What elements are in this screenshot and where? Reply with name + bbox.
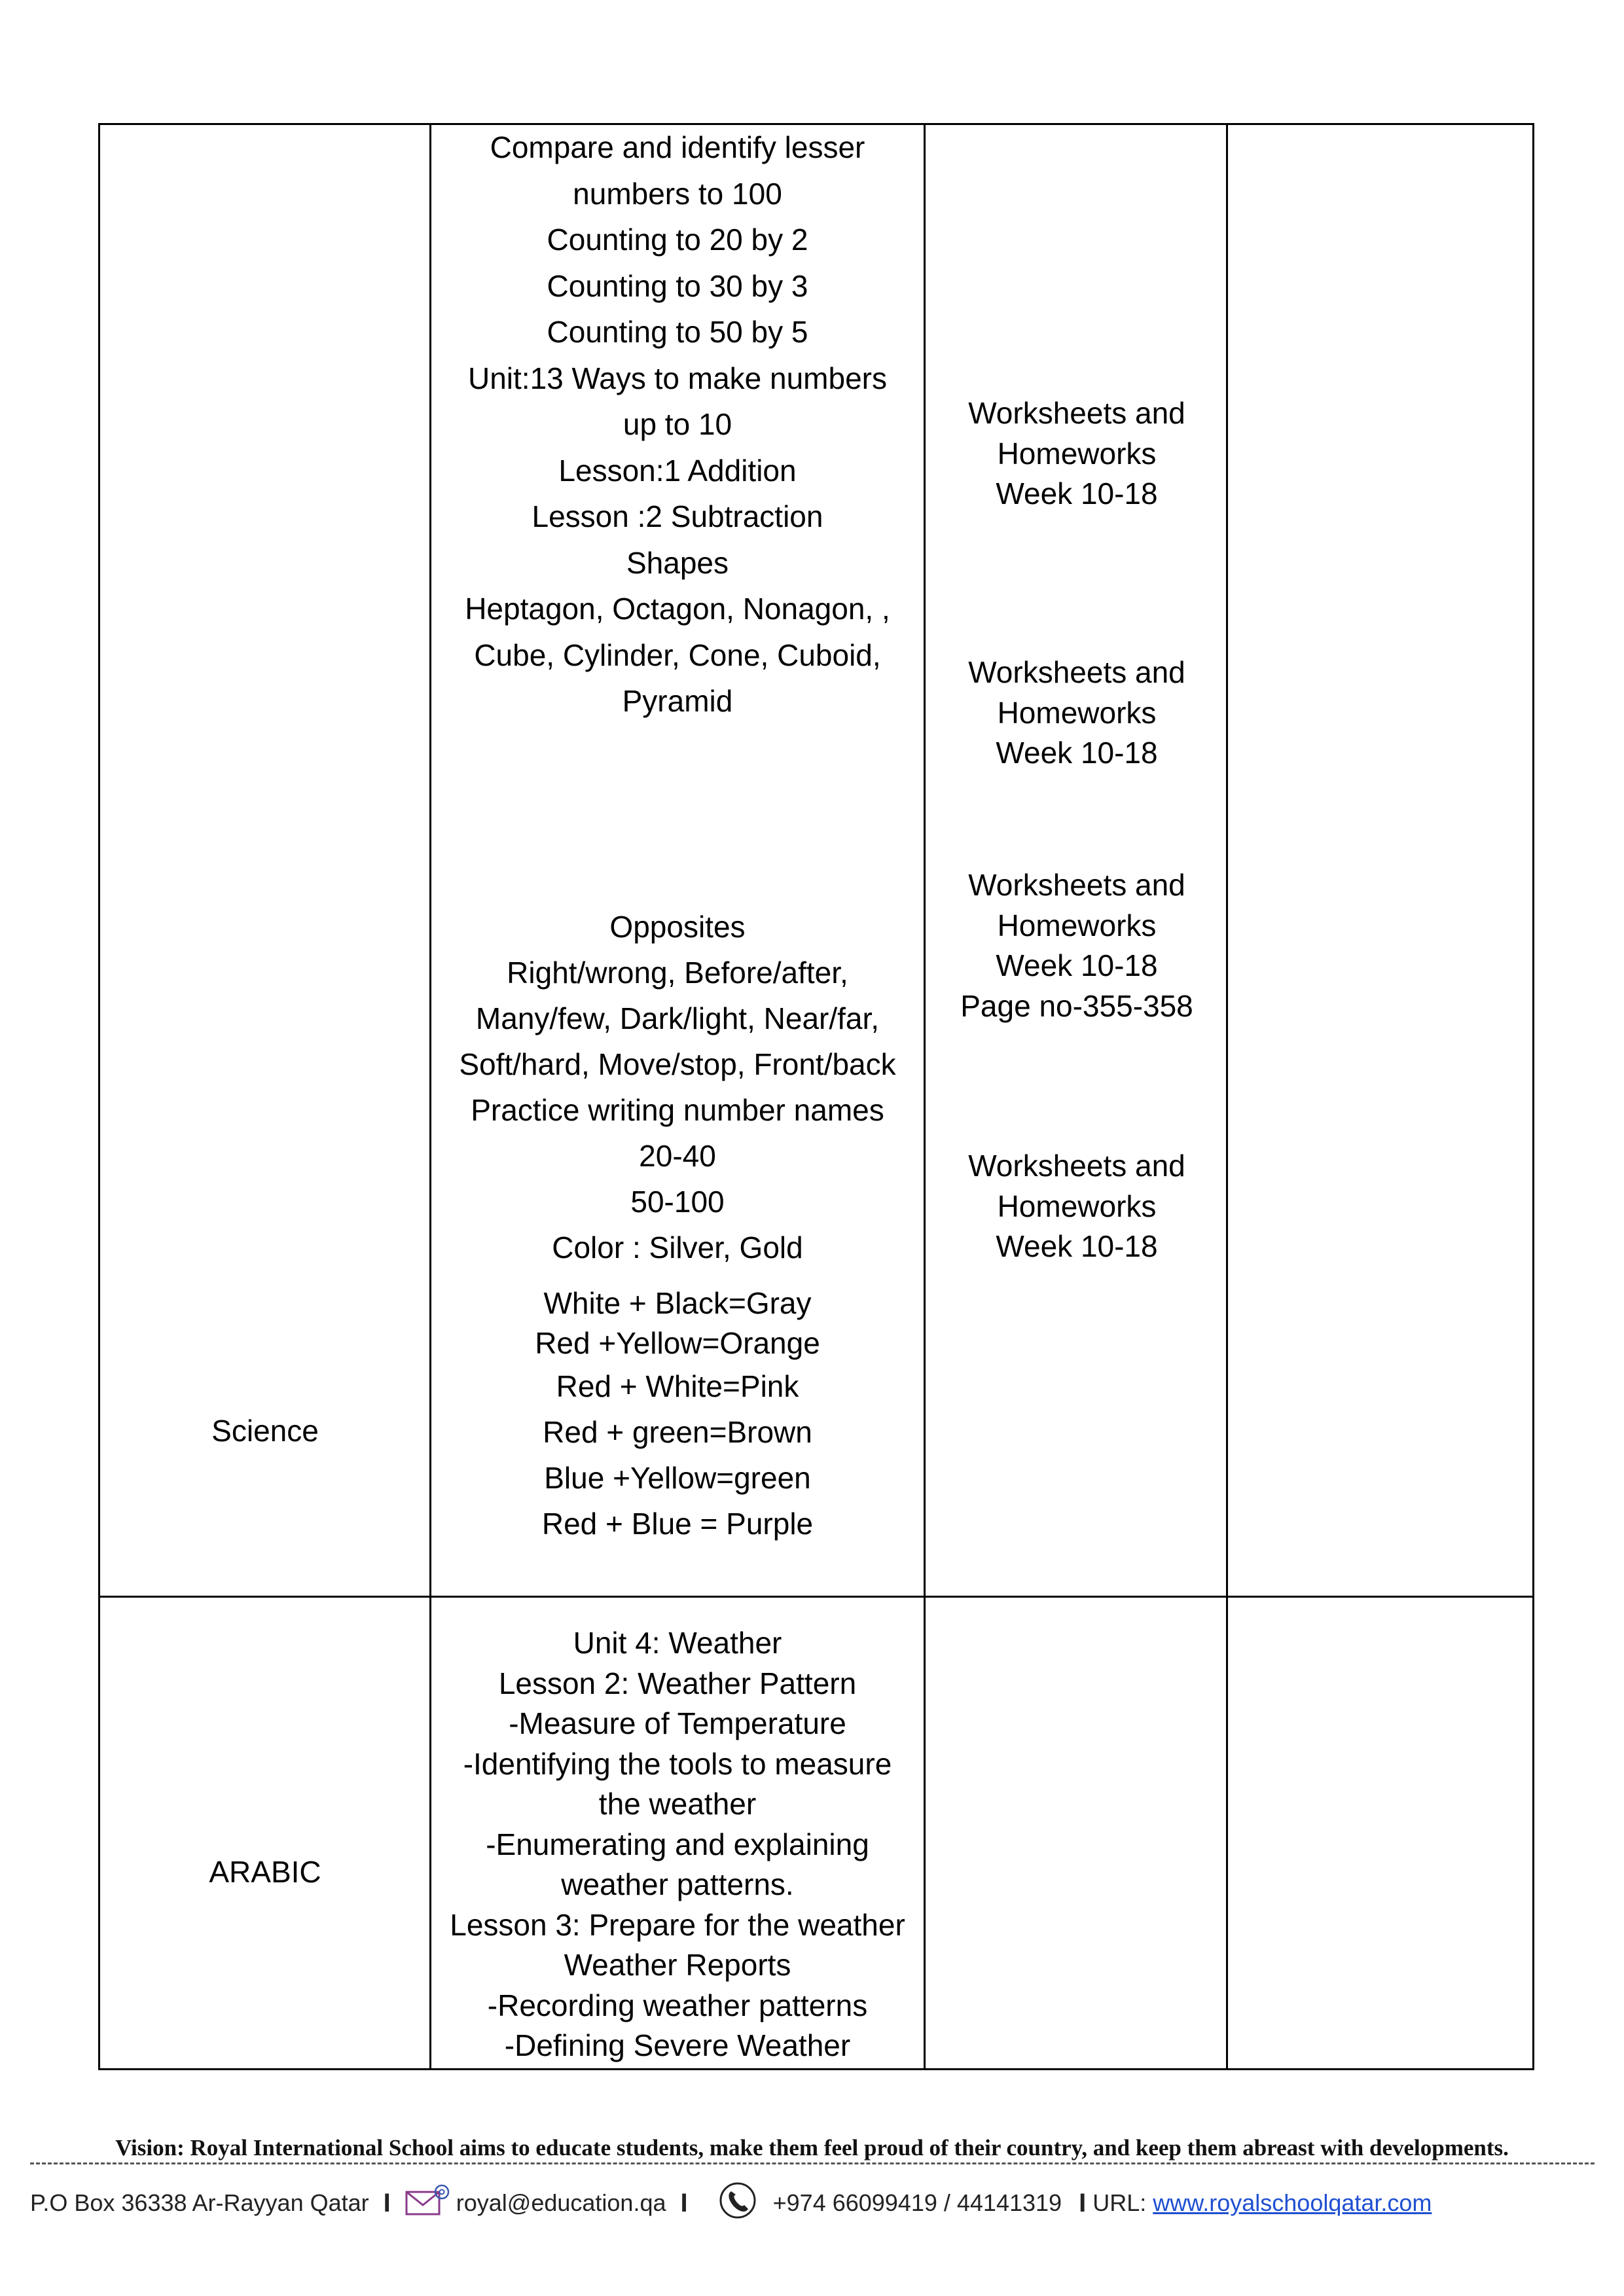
topics-group-opposites [459, 904, 895, 1270]
topic-line: Lesson 3: Prepare for the weather [450, 1907, 905, 1942]
footer-dashed-divider [30, 2162, 1595, 2164]
topic-line: Color : Silver, Gold [552, 1230, 803, 1265]
row-divider [98, 1596, 1534, 1598]
vision-statement: Vision: Royal International School aims to educate students, make them feel proud of their country, and keep them abreast with developments. [115, 2135, 1509, 2161]
resource-line: Homeworks [997, 1189, 1157, 1223]
table-right-border [1532, 123, 1534, 2070]
topic-line: -Enumerating and explaining [486, 1827, 869, 1861]
row1-topics-cell [432, 124, 923, 1547]
topic-line: Red +Yellow=Orange [535, 1325, 820, 1360]
topic-line: Red + White=Pink [556, 1369, 799, 1403]
resource-line: Worksheets and [968, 655, 1185, 689]
resource-line: Page no-355-358 [960, 988, 1193, 1023]
separator: I [680, 2188, 688, 2217]
resource-line: Worksheets and [968, 1149, 1185, 1183]
topic-line: Pyramid [622, 684, 733, 718]
resource-block-2 [926, 653, 1227, 774]
topic-line: -Identifying the tools to measure [463, 1746, 892, 1781]
resource-line: Week 10-18 [996, 476, 1158, 511]
resource-block-4 [926, 1146, 1227, 1267]
topic-line: Heptagon, Octagon, Nonagon, , [465, 592, 890, 626]
topic-line: White + Black=Gray [543, 1285, 812, 1320]
table-bottom-border [98, 2068, 1534, 2070]
subject-arabic: ARABIC [209, 1855, 321, 1889]
separator: I [383, 2188, 391, 2217]
phone-icon [718, 2181, 757, 2226]
topic-line: -Measure of Temperature [509, 1706, 846, 1740]
resource-line: Worksheets and [968, 396, 1185, 430]
topics-group-colors-a [535, 1283, 820, 1363]
topics-group-colors-b [542, 1363, 813, 1547]
email-icon [405, 2184, 450, 2223]
topic-line: Weather Reports [564, 1948, 791, 1982]
topic-line: Practice writing number names [471, 1092, 884, 1127]
topic-line: Compare and identify lesser [490, 130, 865, 164]
topic-line: Unit:13 Ways to make numbers [468, 361, 887, 395]
topic-line: Counting to 30 by 3 [547, 268, 808, 303]
topic-line: Lesson :2 Subtraction [532, 499, 823, 533]
topic-line: the weather [598, 1787, 757, 1821]
resource-block-3 [926, 865, 1227, 1026]
resource-line: Worksheets and [968, 868, 1185, 902]
topic-line: Shapes [626, 545, 729, 580]
topic-line: numbers to 100 [573, 176, 782, 211]
column-divider-1 [429, 123, 431, 2070]
topic-line: Soft/hard, Move/stop, Front/back [459, 1047, 896, 1081]
resource-line: Week 10-18 [996, 1229, 1158, 1263]
topic-line: Counting to 20 by 2 [547, 223, 808, 257]
footer-contact-bar [30, 2183, 1432, 2223]
resource-line: Week 10-18 [996, 948, 1158, 982]
resource-line: Homeworks [997, 695, 1157, 730]
address-text: P.O Box 36338 Ar-Rayyan Qatar [30, 2189, 369, 2216]
topic-line: up to 10 [623, 407, 732, 441]
topic-line: weather patterns. [561, 1867, 794, 1901]
table-left-border [98, 123, 100, 2070]
url-label: URL: [1092, 2189, 1147, 2216]
topic-line: -Defining Severe Weather [504, 2028, 851, 2062]
topic-line: Counting to 50 by 5 [547, 315, 808, 349]
subject-science: Science [211, 1414, 319, 1448]
topic-line: Red + green=Brown [543, 1414, 812, 1449]
topic-line: Right/wrong, Before/after, [507, 955, 848, 990]
phone-text: +974 66099419 / 44141319 [772, 2189, 1062, 2216]
column-divider-2 [924, 123, 926, 2070]
topic-line: Unit 4: Weather [573, 1626, 782, 1660]
topic-line: Opposites [609, 909, 746, 944]
topic-line: Many/few, Dark/light, Near/far, [475, 1001, 880, 1035]
resource-line: Homeworks [997, 436, 1157, 471]
separator: I [1079, 2188, 1087, 2217]
resource-line: Homeworks [997, 908, 1157, 942]
topic-line: Blue +Yellow=green [544, 1460, 811, 1495]
topic-line: 20-40 [639, 1138, 716, 1173]
topic-line: Lesson:1 Addition [558, 453, 797, 488]
resource-line: Week 10-18 [996, 736, 1158, 770]
topic-line: -Recording weather patterns [487, 1988, 868, 2022]
topic-line: Red + Blue = Purple [541, 1506, 814, 1541]
topic-line: Cube, Cylinder, Cone, Cuboid, [474, 637, 881, 672]
topics-group-math [465, 124, 890, 725]
resource-block-1 [926, 393, 1227, 514]
topic-line: Lesson 2: Weather Pattern [498, 1666, 857, 1700]
row2-topics-cell [432, 1623, 923, 2066]
topic-line: 50-100 [630, 1184, 725, 1219]
email-text[interactable]: royal@education.qa [456, 2189, 666, 2216]
website-link[interactable]: www.royalschoolqatar.com [1153, 2189, 1432, 2216]
